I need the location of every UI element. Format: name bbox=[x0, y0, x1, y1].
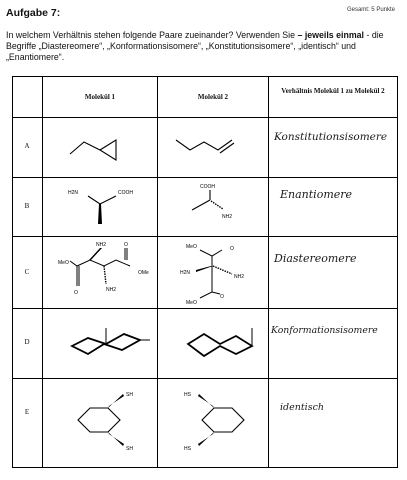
chair-cyclohexane-2 bbox=[170, 314, 266, 370]
table-border-right bbox=[397, 76, 398, 468]
ester-label: MeO bbox=[186, 300, 197, 306]
header-relation: Verhältnis Molekül 1 zu Molekül 2 bbox=[281, 87, 385, 95]
ester-label: MeO bbox=[58, 260, 69, 266]
question-part-2: - die Begriffe „Diastereomere“, „Konformationsisomere“, „Konstitutionsisomere“, „identisch“ und „Enantiomere“. bbox=[6, 30, 384, 62]
amine-label: NH2 bbox=[222, 214, 233, 220]
table-divider-1 bbox=[42, 76, 43, 468]
answer-e: identisch bbox=[280, 402, 325, 413]
amine-label: H2N bbox=[68, 190, 79, 196]
header-molecule-2: Molekül 2 bbox=[197, 93, 229, 101]
thiol-label: SH bbox=[126, 446, 133, 452]
amine-label: H2N bbox=[180, 270, 191, 276]
thiol-label: HS bbox=[184, 446, 191, 452]
question-text bbox=[6, 30, 386, 63]
answer-a: Konstitutionsisomere bbox=[274, 131, 388, 143]
cyclohexanedithiol-2 bbox=[168, 382, 268, 464]
amine-label: NH2 bbox=[96, 242, 107, 248]
table-header-divider bbox=[12, 117, 398, 118]
row-label-e: E bbox=[24, 408, 30, 416]
ethylcyclopropane-structure bbox=[64, 126, 144, 166]
oxygen-label: O bbox=[124, 242, 128, 248]
isomer-table bbox=[12, 76, 398, 468]
chair-cyclohexane-1 bbox=[58, 314, 154, 370]
oxygen-label: O bbox=[220, 294, 224, 300]
answer-b: Enantiomere bbox=[280, 188, 353, 201]
row-label-b: B bbox=[24, 202, 30, 210]
amine-label: NH2 bbox=[234, 274, 245, 280]
row-label-a: A bbox=[24, 142, 30, 150]
table-row-divider bbox=[12, 308, 398, 309]
question-part-1: In welchem Verhältnis stehen folgende Paare zueinander? Verwenden Sie bbox=[6, 30, 296, 40]
exercise-title: Aufgabe 7: bbox=[6, 7, 61, 19]
answer-c: Diastereomere bbox=[274, 252, 357, 265]
ester-label: MeO bbox=[186, 244, 197, 250]
acid-label: COOH bbox=[118, 190, 133, 196]
question-bold: – jeweils einmal bbox=[297, 30, 364, 40]
alanine-structure-1 bbox=[62, 178, 152, 236]
total-points: Gesamt: 5 Punkte bbox=[346, 7, 395, 13]
pentene-structure bbox=[170, 126, 260, 166]
alanine-structure-2 bbox=[174, 178, 264, 236]
ester-label: OMe bbox=[138, 270, 149, 276]
oxygen-label: O bbox=[74, 290, 78, 296]
header-molecule-1: Molekül 1 bbox=[84, 93, 116, 101]
oxygen-label: O bbox=[230, 246, 234, 252]
acid-label: COOH bbox=[200, 184, 215, 190]
diester-structure-2 bbox=[160, 236, 270, 308]
row-label-d: D bbox=[24, 338, 30, 346]
cyclohexanedithiol-1 bbox=[58, 382, 158, 464]
thiol-label: SH bbox=[126, 392, 133, 398]
answer-d: Konformationsisomere bbox=[271, 325, 378, 336]
row-label-c: C bbox=[24, 268, 30, 276]
table-border-top bbox=[12, 76, 398, 77]
table-border-bottom bbox=[12, 467, 398, 468]
amine-label: NH2 bbox=[106, 287, 117, 293]
table-row-divider bbox=[12, 378, 398, 379]
diester-structure-1 bbox=[46, 236, 156, 308]
thiol-label: HS bbox=[184, 392, 191, 398]
